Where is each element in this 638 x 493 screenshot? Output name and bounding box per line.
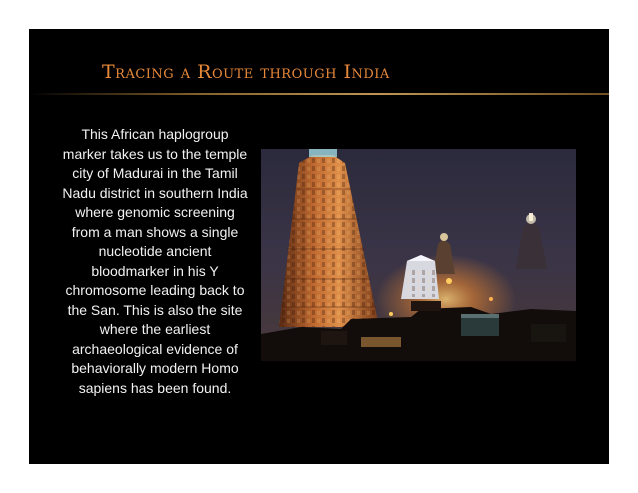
title-divider bbox=[29, 93, 609, 95]
slide bbox=[29, 29, 609, 464]
temple-photo bbox=[261, 149, 576, 361]
slide-title: Tracing a Route through India bbox=[102, 61, 390, 83]
temple-photo-illustration bbox=[261, 149, 576, 361]
slide-body-text: This African haplogroup marker takes us to the temple city of Madurai in the Tamil Nadu district in southern India where genomic screening from a man shows a single nucleotide ancient bloodmarker in his Y chromosome leading back to the San. This is also the site where the earliest archaeological evidence of behaviorally modern Homo sapiens has been found. bbox=[62, 126, 248, 396]
